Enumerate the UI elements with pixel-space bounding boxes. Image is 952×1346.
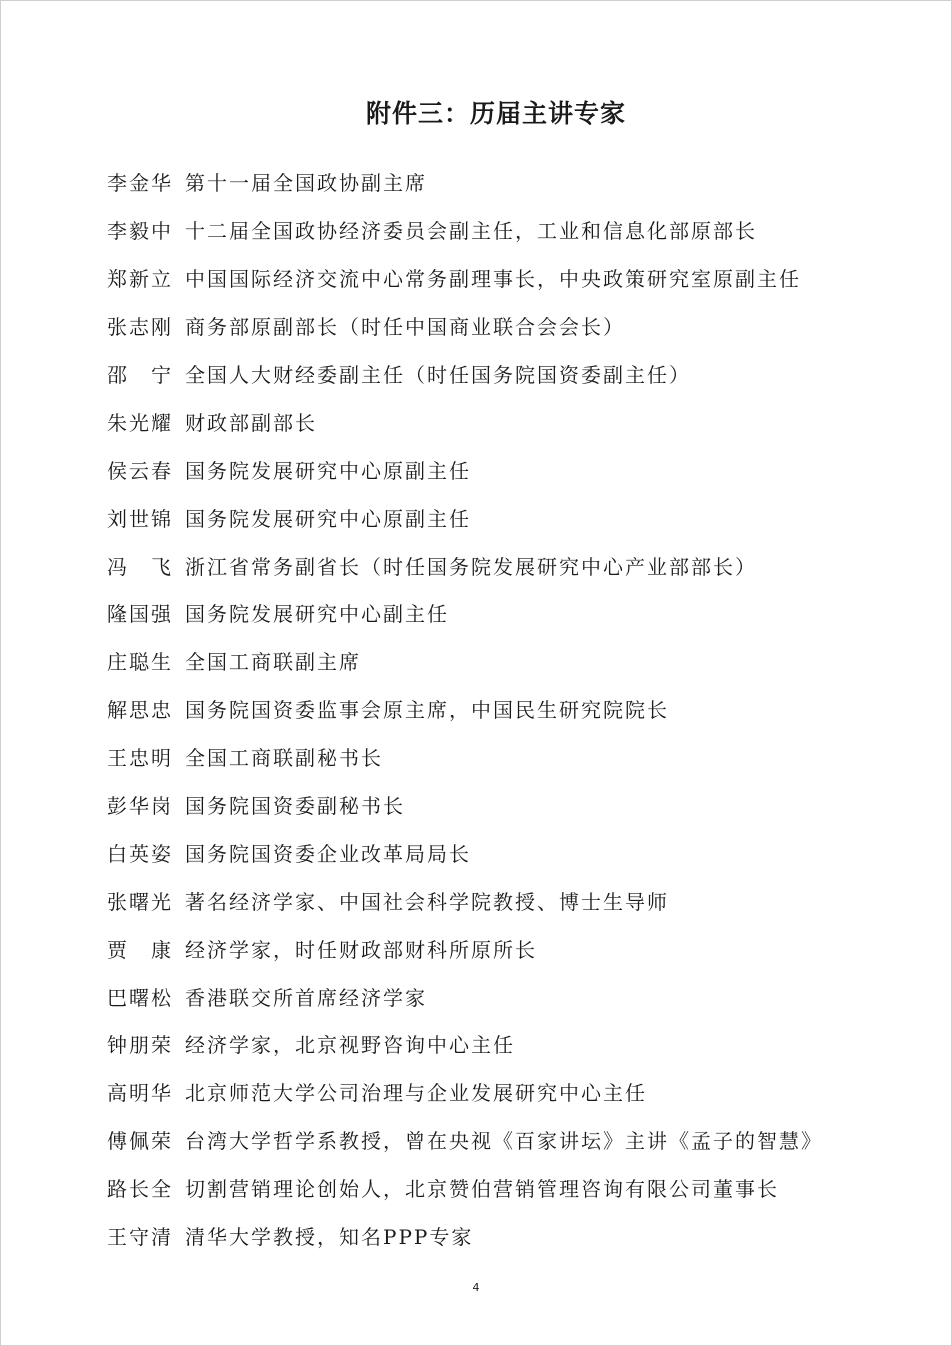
expert-row	[107, 781, 907, 829]
expert-row	[107, 350, 907, 398]
expert-description: 香港联交所首席经济学家	[185, 985, 427, 1010]
expert-description: 十二届全国政协经济委员会副主任，工业和信息化部原部长	[185, 219, 757, 244]
expert-row	[107, 972, 907, 1020]
expert-description: 国务院国资委企业改革局局长	[185, 841, 471, 866]
expert-name: 隆国强	[107, 602, 173, 627]
expert-description: 国务院发展研究中心原副主任	[185, 458, 471, 483]
expert-row	[107, 302, 907, 350]
expert-name: 贾 康	[107, 937, 173, 962]
expert-name: 庄聪生	[107, 650, 173, 675]
expert-name: 路长全	[107, 1177, 173, 1202]
expert-name: 张志刚	[107, 315, 173, 340]
expert-description: 全国工商联副秘书长	[185, 746, 383, 771]
expert-description: 商务部原副部长（时任中国商业联合会会长）	[185, 315, 625, 340]
expert-description: 浙江省常务副省长（时任国务院发展研究中心产业部部长）	[185, 554, 757, 579]
expert-row	[107, 1164, 907, 1212]
expert-row	[107, 1020, 907, 1068]
expert-description: 国务院发展研究中心副主任	[185, 602, 449, 627]
expert-name: 巴曙松	[107, 985, 173, 1010]
expert-name: 朱光耀	[107, 410, 173, 435]
expert-name: 郑新立	[107, 267, 173, 292]
expert-list	[107, 158, 907, 1259]
expert-description: 财政部副部长	[185, 410, 317, 435]
expert-name: 李金华	[107, 171, 173, 196]
expert-row	[107, 158, 907, 206]
expert-description: 国务院国资委副秘书长	[185, 794, 405, 819]
expert-row	[107, 685, 907, 733]
expert-description: 著名经济学家、中国社会科学院教授、博士生导师	[185, 889, 669, 914]
expert-row	[107, 1212, 907, 1260]
expert-row	[107, 1116, 907, 1164]
expert-name: 张曙光	[107, 889, 173, 914]
expert-description: 中国国际经济交流中心常务副理事长，中央政策研究室原副主任	[185, 267, 801, 292]
expert-row	[107, 924, 907, 972]
expert-row	[107, 493, 907, 541]
expert-name: 李毅中	[107, 219, 173, 244]
expert-row	[107, 589, 907, 637]
expert-name: 彭华岗	[107, 794, 173, 819]
expert-name: 高明华	[107, 1081, 173, 1106]
expert-name: 侯云春	[107, 458, 173, 483]
expert-name: 解思忠	[107, 698, 173, 723]
expert-name: 傅佩荣	[107, 1129, 173, 1154]
expert-row	[107, 541, 907, 589]
page-title: 附件三：历届主讲专家	[365, 99, 626, 128]
expert-description: 经济学家，北京视野咨询中心主任	[185, 1033, 515, 1058]
expert-row	[107, 206, 907, 254]
expert-row	[107, 876, 907, 924]
expert-row	[107, 445, 907, 493]
page-number: 4	[472, 1281, 480, 1294]
expert-row	[107, 733, 907, 781]
expert-name: 钟朋荣	[107, 1033, 173, 1058]
expert-description: 国务院发展研究中心原副主任	[185, 506, 471, 531]
expert-description: 切割营销理论创始人，北京赞伯营销管理咨询有限公司董事长	[185, 1177, 779, 1202]
expert-description: 清华大学教授，知名PPP专家	[185, 1225, 474, 1250]
expert-row	[107, 828, 907, 876]
expert-name: 白英姿	[107, 841, 173, 866]
expert-description: 第十一届全国政协副主席	[185, 171, 427, 196]
expert-row	[107, 397, 907, 445]
expert-description: 北京师范大学公司治理与企业发展研究中心主任	[185, 1081, 647, 1106]
expert-row	[107, 1068, 907, 1116]
expert-description: 国务院国资委监事会原主席，中国民生研究院院长	[185, 698, 669, 723]
expert-description: 全国工商联副主席	[185, 650, 361, 675]
expert-description: 全国人大财经委副主任（时任国务院国资委副主任）	[185, 363, 691, 387]
expert-row	[107, 254, 907, 302]
expert-name: 刘世锦	[107, 506, 173, 531]
expert-name: 王忠明	[107, 746, 173, 771]
expert-name: 邵 宁	[107, 363, 173, 387]
expert-name: 冯 飞	[107, 554, 173, 579]
expert-description: 台湾大学哲学系教授，曾在央视《百家讲坛》主讲《孟子的智慧》	[185, 1129, 823, 1154]
expert-name: 王守清	[107, 1225, 173, 1250]
expert-row	[107, 637, 907, 685]
expert-description: 经济学家，时任财政部财科所原所长	[185, 937, 537, 962]
